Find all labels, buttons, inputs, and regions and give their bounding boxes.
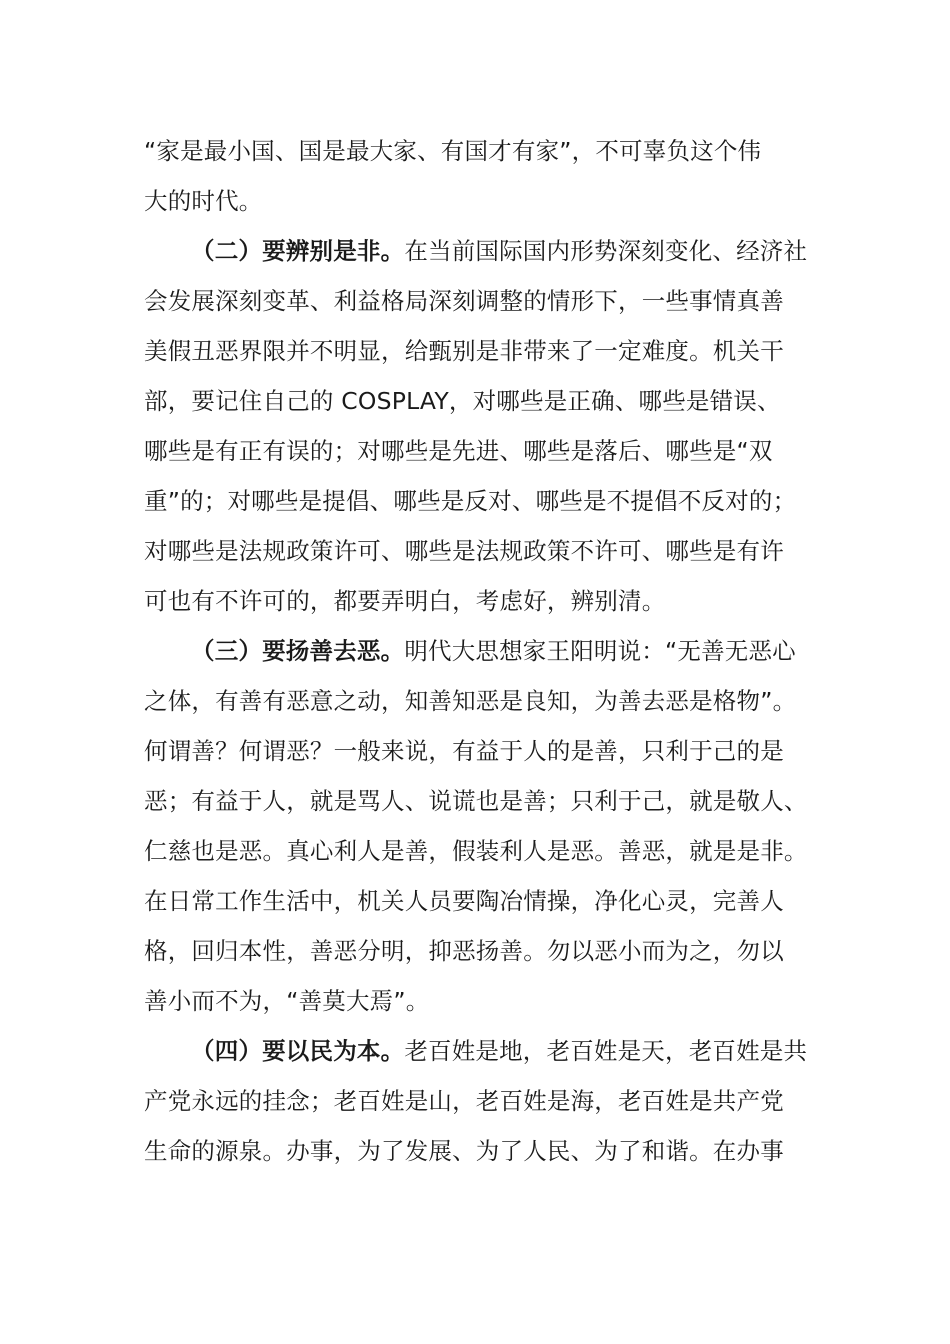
section-heading-3: （三）要扬善去恶。 <box>191 637 405 665</box>
section-heading-2: （二）要辨别是非。 <box>191 237 405 265</box>
text-line: 格，回归本性，善恶分明，抑恶扬善。勿以恶小而为之，勿以 <box>144 937 784 965</box>
document-body <box>144 126 808 1176</box>
text-line: 之体，有善有恶意之动，知善知恶是良知，为善去恶是格物”。 <box>144 687 797 715</box>
paragraph-3 <box>144 626 808 1026</box>
text-line <box>144 626 808 676</box>
text-line: 何谓善？何谓恶？一般来说，有益于人的是善，只利于己的是 <box>144 737 784 765</box>
text-line: 会发展深刻变革、利益格局深刻调整的情形下，一些事情真善 <box>144 287 784 315</box>
text-line: 恶；有益于人，就是骂人、说谎也是善；只利于己，就是敬人、 <box>144 787 808 815</box>
text-line: “家是最小国、国是最大家、有国才有家”，不可辜负这个伟 <box>144 137 762 165</box>
text-segment: 明代大思想家王阳明说：“无善无恶心 <box>404 637 796 665</box>
section-heading-4: （四）要以民为本。 <box>191 1037 405 1065</box>
text-line: 产党永远的挂念；老百姓是山，老百姓是海，老百姓是共产党 <box>144 1087 784 1115</box>
text-line: 美假丑恶界限并不明显，给甄别是非带来了一定难度。机关干 <box>144 337 784 365</box>
text-line: 可也有不许可的，都要弄明白，考虑好，辨别清。 <box>144 587 666 615</box>
text-line: 仁慈也是恶。真心利人是善，假装利人是恶。善恶，就是是非。 <box>144 837 808 865</box>
paragraph-1 <box>144 126 808 226</box>
text-segment: 在当前国际国内形势深刻变化、经济社 <box>404 237 808 265</box>
text-line <box>144 226 808 276</box>
text-line: 部，要记住自己的 COSPLAY，对哪些是正确、哪些是错误、 <box>144 387 781 415</box>
text-line: 善小而不为，“善莫大焉”。 <box>144 987 430 1015</box>
text-line: 重”的；对哪些是提倡、哪些是反对、哪些是不提倡不反对的； <box>144 487 797 515</box>
text-segment: 老百姓是地，老百姓是天，老百姓是共 <box>404 1037 808 1065</box>
text-line: 在日常工作生活中，机关人员要陶冶情操，净化心灵，完善人 <box>144 887 784 915</box>
text-line <box>144 1026 808 1076</box>
paragraph-4 <box>144 1026 808 1176</box>
text-line: 生命的源泉。办事，为了发展、为了人民、为了和谐。在办事 <box>144 1137 784 1165</box>
paragraph-2 <box>144 226 808 626</box>
text-line: 对哪些是法规政策许可、哪些是法规政策不许可、哪些是有许 <box>144 537 784 565</box>
text-line: 哪些是有正有误的；对哪些是先进、哪些是落后、哪些是“双 <box>144 437 773 465</box>
text-line: 大的时代。 <box>144 187 263 215</box>
